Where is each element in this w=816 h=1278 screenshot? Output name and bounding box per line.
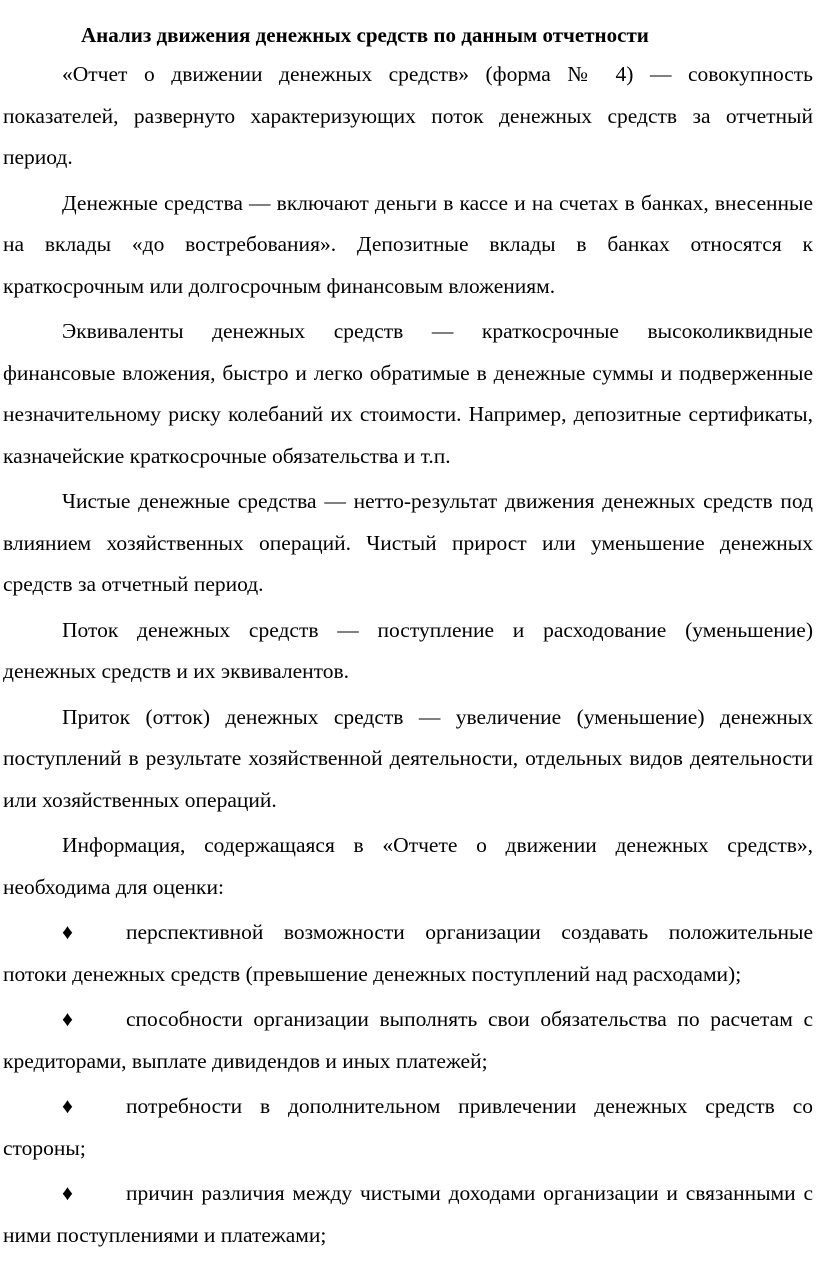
list-item-text: способности организации выполнять свои обязательства по расчетам с кредиторами, выплате дивидендов и иных платежей; [3, 1007, 813, 1073]
list-item [3, 912, 813, 995]
list-item [3, 1086, 813, 1169]
paragraph-cash-definition: Денежные средства — включают деньги в кассе и на счетах в банках, внесенные на вклады «до востребования». Депозитные вклады в банках относятся к краткосрочным или долгосрочным финансовым вложениям. [3, 190, 813, 298]
list-item [3, 999, 813, 1082]
paragraph-report-definition: «Отчет о движении денежных средств» (форма № 4) — совокупность показателей, развернуто характеризующих поток денежных средств за отчетный период. [3, 62, 813, 169]
paragraph-inflow-outflow: Приток (отток) денежных средств — увеличение (уменьшение) денежных поступлений в результате хозяйственной деятельности, отдельных видов деятельности или хозяйственных операций. [3, 704, 813, 812]
paragraph-cash-equivalents: Эквиваленты денежных средств — краткосрочные высоколиквидные финансовые вложения, быстро и легко обратимые в денежные суммы и подверженные незначительному риску колебаний их стоимости. Например, депозитные сертификаты, казначейские краткосрочные обязательства и т.п. [3, 319, 813, 468]
list-item-text: потребности в дополнительном привлечении денежных средств со стороны; [3, 1094, 813, 1160]
paragraph-information-purpose: Информация, содержащаяся в «Отчете о движении денежных средств», необходима для оценки: [3, 833, 813, 899]
list-item [3, 1173, 813, 1256]
diamond-bullet-icon: ♦ [62, 1007, 73, 1031]
diamond-bullet-icon: ♦ [62, 1181, 73, 1205]
list-item-text: перспективной возможности организации создавать положительные потоки денежных средств (превышение денежных поступлений над расходами); [3, 920, 813, 986]
paragraph-net-cash: Чистые денежные средства — нетто-результат движения денежных средств под влиянием хозяйственных операций. Чистый прирост или уменьшение денежных средств за отчетный период. [3, 489, 813, 596]
diamond-bullet-icon: ♦ [62, 920, 73, 944]
list-item-text: причин различия между чистыми доходами организации и связанными с ними поступлениями и платежами; [3, 1181, 813, 1247]
diamond-bullet-icon: ♦ [62, 1094, 73, 1118]
paragraph-cash-flow: Поток денежных средств — поступление и расходование (уменьшение) денежных средств и их эквивалентов. [3, 617, 813, 683]
document-title: Анализ движения денежных средств по данным отчетности [81, 23, 649, 47]
